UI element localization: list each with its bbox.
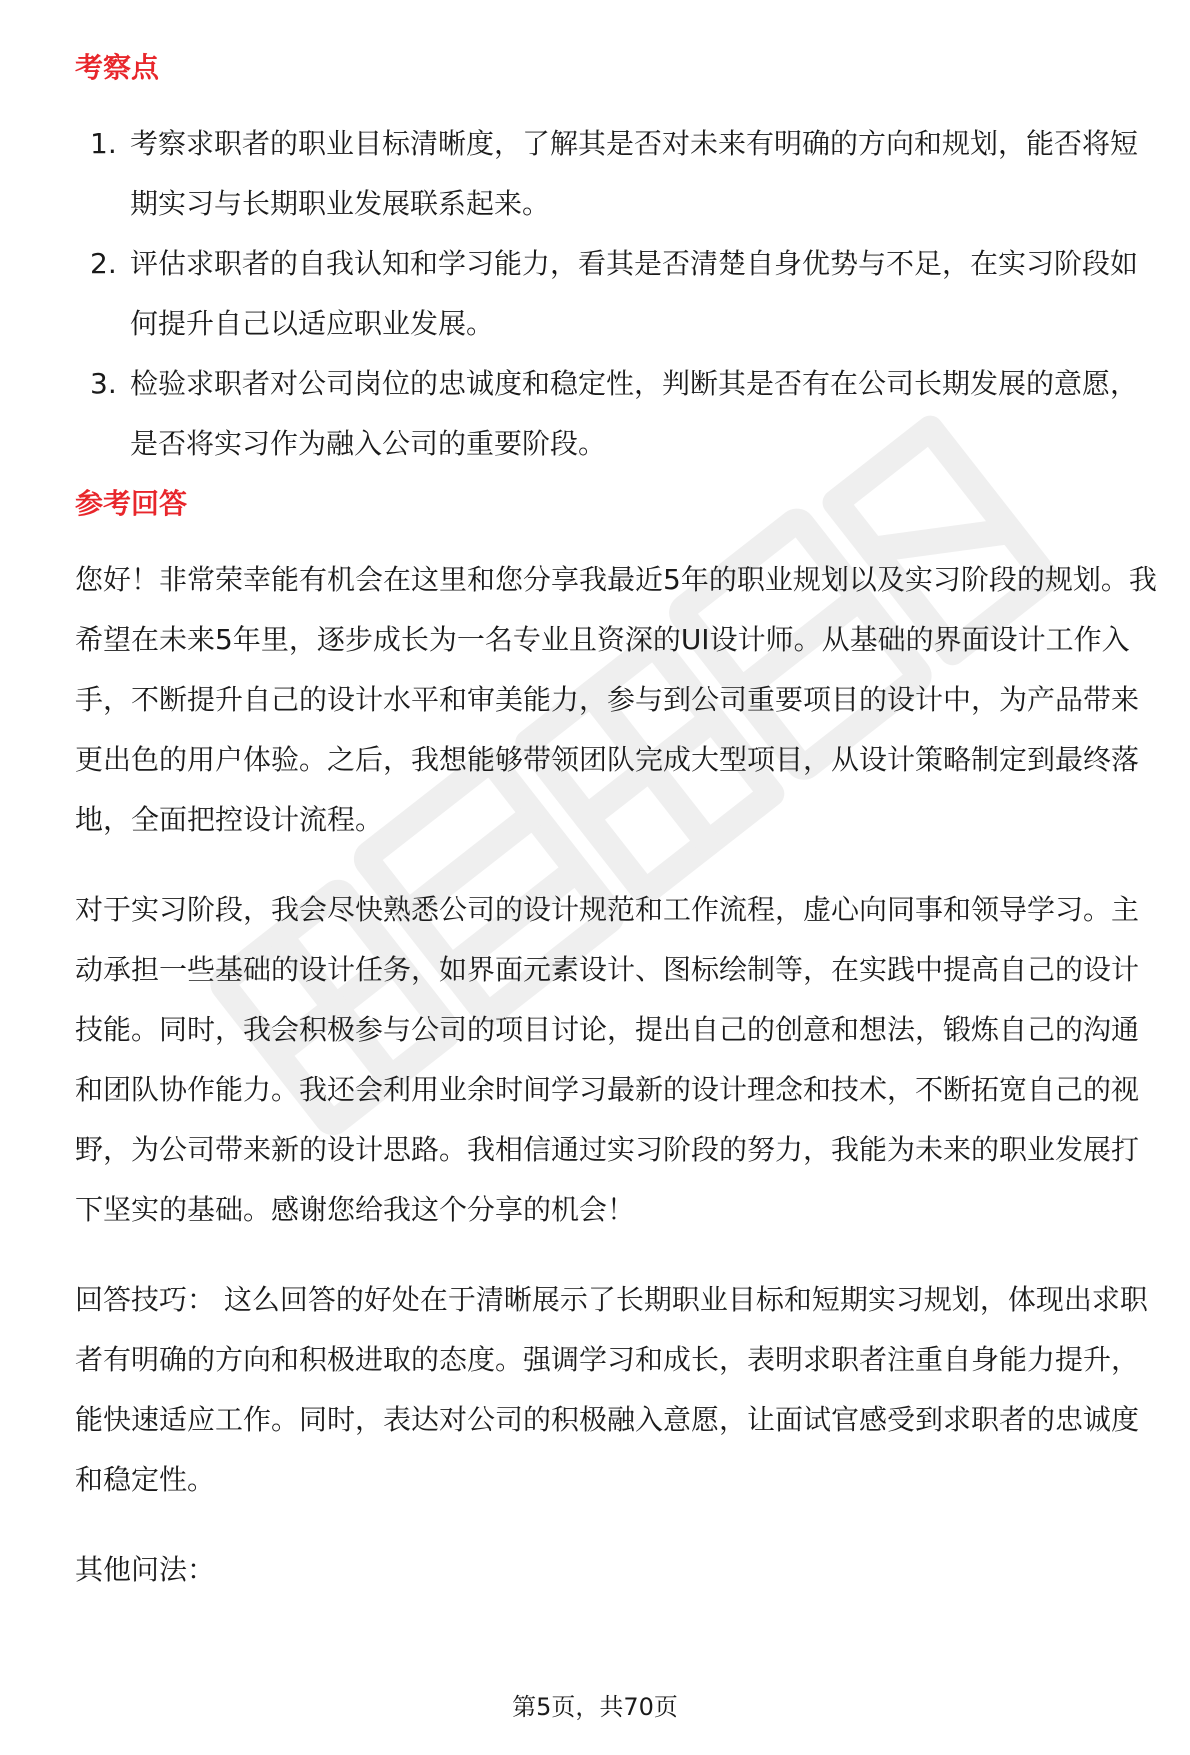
list-item-text: 考察求职者的职业目标清晰度，了解其是否对未来有明确的方向和规划，能否将短期实习与长期职业发展联系起来。 — [130, 127, 1139, 220]
list-item — [75, 354, 1160, 474]
section-title-kaochadian: 考察点 — [75, 51, 160, 84]
page-number-footer: 第5页，共70页 — [512, 1693, 678, 1721]
content-area — [75, 48, 1160, 1600]
list-item — [75, 114, 1160, 234]
other-questions-label: 其他问法： — [75, 1553, 216, 1586]
list-item-text: 检验求职者对公司岗位的忠诚度和稳定性，判断其是否有在公司长期发展的意愿，是否将实习作为融入公司的重要阶段。 — [130, 367, 1139, 460]
criteria-list — [75, 114, 1160, 474]
list-item — [75, 234, 1160, 354]
list-number: 1. — [90, 127, 117, 160]
list-item-text: 评估求职者的自我认知和学习能力，看其是否清楚自身优势与不足，在实习阶段如何提升自己以适应职业发展。 — [130, 247, 1139, 340]
list-number: 2. — [90, 247, 117, 280]
list-number: 3. — [90, 367, 117, 400]
section-title-cankaohuida: 参考回答 — [75, 487, 188, 520]
answer-paragraph-1: 您好！非常荣幸能有机会在这里和您分享我最近5年的职业规划以及实习阶段的规划。我希望在未来5年里，逐步成长为一名专业且资深的UI设计师。从基础的界面设计工作入手，不断提升自己的设计水平和审美能力，参与到公司重要项目的设计中，为产品带来更出色的用户体验。之后，我想能够带领团队完成大型项目，从设计策略制定到最终落地，全面把控设计流程。 — [75, 563, 1157, 836]
answer-tips-paragraph: 回答技巧： 这么回答的好处在于清晰展示了长期职业目标和短期实习规划，体现出求职者有明确的方向和积极进取的态度。强调学习和成长，表明求职者注重自身能力提升，能快速适应工作。同时，表达对公司的积极融入意愿，让面试官感受到求职者的忠诚度和稳定性。 — [75, 1283, 1148, 1496]
answer-paragraph-2: 对于实习阶段，我会尽快熟悉公司的设计规范和工作流程，虚心向同事和领导学习。主动承担一些基础的设计任务，如界面元素设计、图标绘制等，在实践中提高自己的设计技能。同时，我会积极参与公司的项目讨论，提出自己的创意和想法，锻炼自己的沟通和团队协作能力。我还会利用业余时间学习最新的设计理念和技术，不断拓宽自己的视野，为公司带来新的设计思路。我相信通过实习阶段的努力，我能为未来的职业发展打下坚实的基础。感谢您给我这个分享的机会！ — [75, 893, 1140, 1226]
